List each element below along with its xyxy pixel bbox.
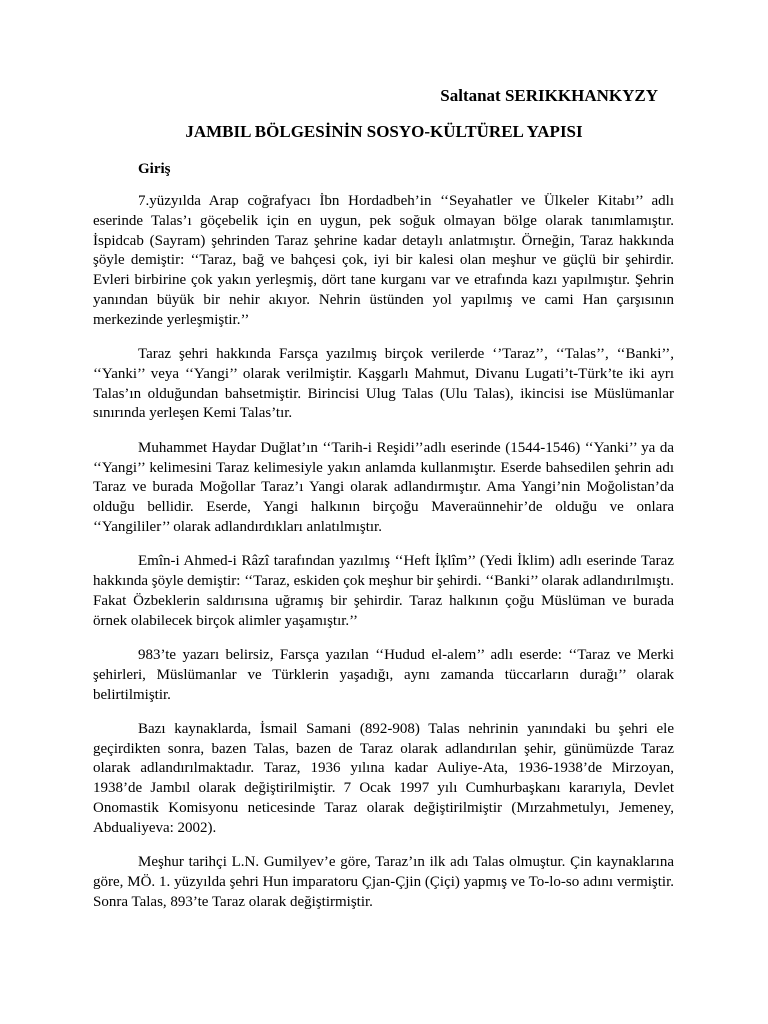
paragraph: 7.yüzyılda Arap coğrafyacı İbn Hordadbeh’in ‘‘Seyahatler ve Ülkeler Kitabı’’ adlı eserinde Talas’ı göçebelik için en uygun, pek soğuk olmayan bölge olarak tanımlamıştır. İspidcab (Sayram) şehrinden Taraz şehrine kadar detaylı anlatmıştır. Örneğin, Taraz hakkında şöyle demiştir: ‘‘Taraz, bağ ve bahçesi çok, iyi bir kalesi olan meşhur ve güçlü bir şehirdir. Evleri birbirine çok yakın yerleşmiş, dört tane kurganı var ve etrafında kazı yapılmıştır. Şehrin yanından büyük bir nehir akıyor. Nehrin üstünden yol yapılmış ve cami Han çarşısının merkezinde yerleşmiştir.’’ <box>93 193 674 328</box>
paragraph: Emîn-i Ahmed-i Râzî tarafından yazılmış ‘‘Heft İķlîm’’ (Yedi İklim) adlı eserinde Taraz hakkında şöyle demiştir: ‘‘Taraz, eskiden çok meşhur bir şehirdi. ‘‘Banki’’ olarak adlandırılmıştı. Fakat Özbeklerin saldırısına uğramış bir şehirdir. Taraz halkının çoğu Müslüman ve burada örnek olabilecek birçok alimler yaşamıştır.’’ <box>93 553 674 629</box>
document-title: JAMBIL BÖLGESİNİN SOSYO-KÜLTÜREL YAPISI <box>185 122 583 141</box>
paragraph: Bazı kaynaklarda, İsmail Samani (892-908) Talas nehrinin yanındaki bu şehri ele geçirdikten sonra, bazen Talas, bazen de Taraz olarak adlandırılan şehir, günümüzde Taraz olarak adlandırılmaktadır. Taraz, 1936 yılına kadar Auliye-Ata, 1936-1938’de Mirzoyan, 1938’de Jambıl olarak değiştirilmiştir. 7 Ocak 1997 yılı Cumhurbaşkanı kararıyla, Devlet Onomastik Komisyonu neticesinde Taraz olarak değiştirilmiştir (Mırzahmetulyı, Jemeney, Abdualiyeva: 2002). <box>93 720 674 836</box>
body-text <box>93 192 674 927</box>
paragraph: 983’te yazarı belirsiz, Farsça yazılan ‘‘Hudud el-alem’’ adlı eserde: ‘‘Taraz ve Merki şehirleri, Müslümanlar ve Türklerin yaşadığı, aynı zamanda tüccarların durağı’’ olarak belirtilmiştir. <box>93 646 674 703</box>
section-heading: Giriş <box>138 161 171 177</box>
paragraph: Meşhur tarihçi L.N. Gumilyev’e göre, Taraz’ın ilk adı Talas olmuştur. Çin kaynaklarına göre, MÖ. 1. yüzyılda şehri Hun imparatoru Çjan-Çjin (Çiçi) yapmış ve To-lo-so adını vermiştir. Sonra Talas, 893’te Taraz olarak değiştirmiştir. <box>93 854 674 910</box>
paragraph: Taraz şehri hakkında Farsça yazılmış birçok verilerde ‘’Taraz’’, ‘‘Talas’’, ‘‘Banki’’, ‘‘Yanki’’ veya ‘‘Yangi’’ olarak verilmiştir. Kaşgarlı Mahmut, Divanu Lugati’t-Türk’te iki ayrı Talas’ın olduğundan bahsetmiştir. Birincisi Ulug Talas (Ulu Talas), ikincisi ise Müslümanlar sınırında yerleşen Kemi Talas’tır. <box>93 346 674 422</box>
paragraph: Muhammet Haydar Duğlat’ın ‘‘Tarih-i Reşidi’’adlı eserinde (1544-1546) ‘‘Yanki’’ ya da ‘‘Yangi’’ kelimesini Taraz kelimesiyle yakın anlamda kullanmıştır. Eserde bahsedilen şehrin adı Taraz ve burada Moğollar Taraz’ı Yangi olarak adlandırmıştır. Ama Yangi’nin Moğolistan’da olduğu bellidir. Eserde, Yangi halkının birçoğu Maveraünnehir’de olduğu ve onlara ‘‘Yangililer’’ olarak adlandırdıkları anlatılmıştır. <box>93 439 674 535</box>
author-name: Saltanat SERIKKHANKYZY <box>440 86 658 105</box>
